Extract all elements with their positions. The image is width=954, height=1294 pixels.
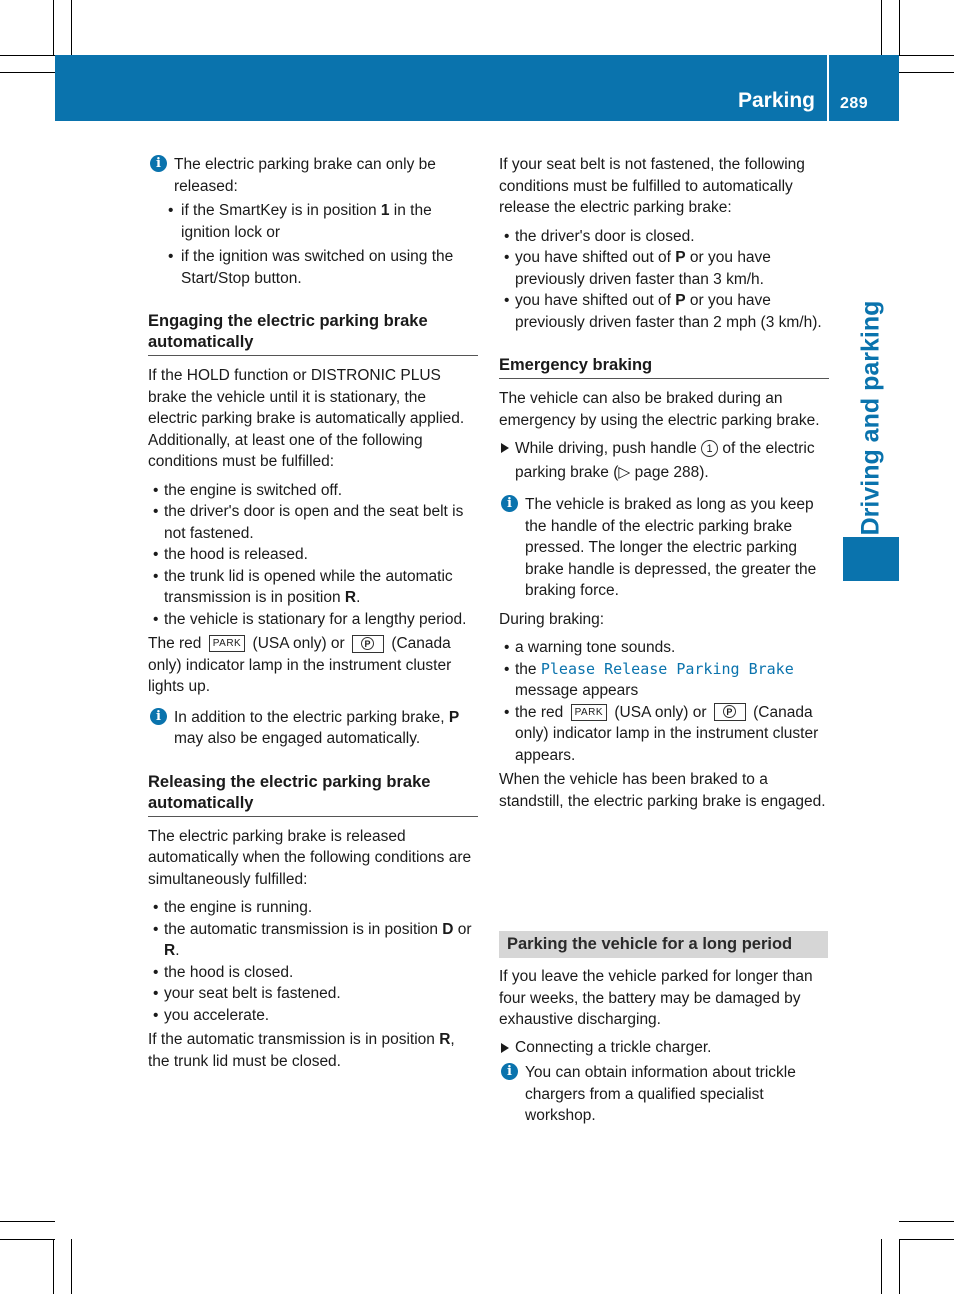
- chapter-tab-marker: [843, 537, 899, 581]
- crop-mark: [0, 55, 55, 56]
- info-note: i In addition to the electric parking brake, P may also be engaged automatically.: [148, 707, 478, 750]
- page-number: 289: [840, 95, 869, 112]
- list-item: • the Please Release Parking Brake message appears: [499, 659, 829, 702]
- info-icon: i: [150, 708, 167, 725]
- page-header: [55, 55, 899, 121]
- crop-mark: [0, 1239, 55, 1240]
- p-circle-lamp-icon: [352, 635, 384, 653]
- paragraph: If the automatic transmission is in position R, the trunk lid must be closed.: [148, 1031, 455, 1070]
- list-item: • the automatic transmission is in position D or R.: [148, 919, 478, 962]
- section-heading: Parking the vehicle for a long period: [507, 935, 793, 953]
- list-item: • you accelerate.: [148, 1005, 478, 1027]
- info-note: [148, 154, 478, 197]
- info-text: The electric parking brake can only be released:: [174, 156, 436, 195]
- paragraph: The vehicle can also be braked during an emergency by using the electric parking brake.: [499, 390, 820, 429]
- list-item: • the driver's door is open and the seat belt is not fastened.: [148, 501, 478, 544]
- crop-mark: [0, 1221, 55, 1222]
- paragraph: If you leave the vehicle parked for longer than four weeks, the battery may be damaged by exhaustive discharging.: [499, 968, 813, 1028]
- section-heading: Emergency braking: [499, 355, 829, 379]
- p-circle-lamp-icon: [714, 703, 746, 721]
- crop-mark: [899, 72, 954, 73]
- list-item: • the engine is switched off.: [148, 480, 478, 502]
- list-item: • the hood is closed.: [148, 962, 478, 984]
- section-heading: Engaging the electric parking brake automatically: [148, 311, 478, 356]
- crop-mark: [0, 72, 55, 73]
- crop-mark: [71, 0, 72, 55]
- header-divider: [827, 55, 829, 121]
- list-item: • your seat belt is fastened.: [148, 983, 478, 1005]
- instruction-step: While driving, push handle 1 of the electric parking brake (▷ page 288).: [499, 437, 829, 485]
- list-item: • if the SmartKey is in position 1 in the ignition lock or: [148, 200, 478, 243]
- list-item: • if the ignition was switched on using the Start/Stop button.: [148, 246, 478, 289]
- park-lamp-icon: PARK: [571, 704, 608, 721]
- handle-number-icon: 1: [701, 440, 718, 457]
- list-item: • the trunk lid is opened while the automatic transmission is in position R.: [148, 566, 478, 609]
- paragraph: If your seat belt is not fastened, the following conditions must be fulfilled to automatically release the electric parking brake:: [499, 156, 805, 216]
- crop-mark: [881, 0, 882, 55]
- crop-mark: [71, 1239, 72, 1294]
- instruction-step: Connecting a trickle charger.: [499, 1037, 829, 1059]
- right-column: [499, 154, 829, 812]
- info-note: i The vehicle is braked as long as you keep the handle of the electric parking brake pressed. The longer the electric parking brake handle is depressed, the greater the braking force.: [499, 494, 829, 602]
- list-item: • the hood is released.: [148, 544, 478, 566]
- park-lamp-icon: PARK: [209, 635, 246, 652]
- crop-mark: [53, 1239, 54, 1294]
- info-icon: i: [501, 1063, 518, 1080]
- paragraph: The red PARK (USA only) or P (Canada only) indicator lamp in the instrument cluster lights up.: [148, 633, 478, 698]
- info-icon: i: [150, 155, 167, 172]
- paragraph: If the HOLD function or DISTRONIC PLUS brake the vehicle until it is stationary, the electric parking brake is automatically applied. Additionally, at least one of the following conditions must be fulfilled:: [148, 367, 465, 470]
- crop-mark: [899, 55, 954, 56]
- list-item: • you have shifted out of P or you have previously driven faster than 3 km/h.: [499, 247, 829, 290]
- crop-mark: [899, 1239, 900, 1294]
- left-column: [148, 154, 478, 1072]
- display-message: Please Release Parking Brake: [540, 659, 794, 678]
- right-column-lower: [499, 966, 829, 1127]
- crop-mark: [899, 0, 900, 55]
- crop-mark: [899, 1239, 954, 1240]
- crop-mark: [53, 0, 54, 55]
- paragraph: The electric parking brake is released automatically when the following conditions are simultaneously fulfilled:: [148, 827, 472, 888]
- list-item: • the engine is running.: [148, 897, 478, 919]
- page-ref-icon: ▷: [618, 464, 631, 481]
- section-heading-bar: [499, 931, 828, 958]
- info-note: i You can obtain information about trickle chargers from a qualified specialist workshop.: [499, 1062, 829, 1127]
- crop-mark: [881, 1239, 882, 1294]
- crop-mark: [899, 1221, 954, 1222]
- paragraph: During braking:: [499, 610, 605, 628]
- list-item: • the vehicle is stationary for a lengthy period.: [148, 609, 478, 631]
- list-item: • the red PARK (USA only) or P (Canada only) indicator lamp in the instrument cluster appears.: [499, 702, 829, 767]
- section-heading: Releasing the electric parking brake automatically: [148, 772, 478, 817]
- list-item: • a warning tone sounds.: [499, 637, 829, 659]
- section-title: Parking: [737, 89, 815, 112]
- info-icon: i: [501, 495, 518, 512]
- chapter-tab-label: Driving and parking: [856, 300, 885, 536]
- paragraph: When the vehicle has been braked to a standstill, the electric parking brake is engaged.: [499, 771, 826, 810]
- list-item: • the driver's door is closed.: [499, 226, 829, 248]
- list-item: • you have shifted out of P or you have previously driven faster than 2 mph (3 km/h).: [499, 290, 829, 333]
